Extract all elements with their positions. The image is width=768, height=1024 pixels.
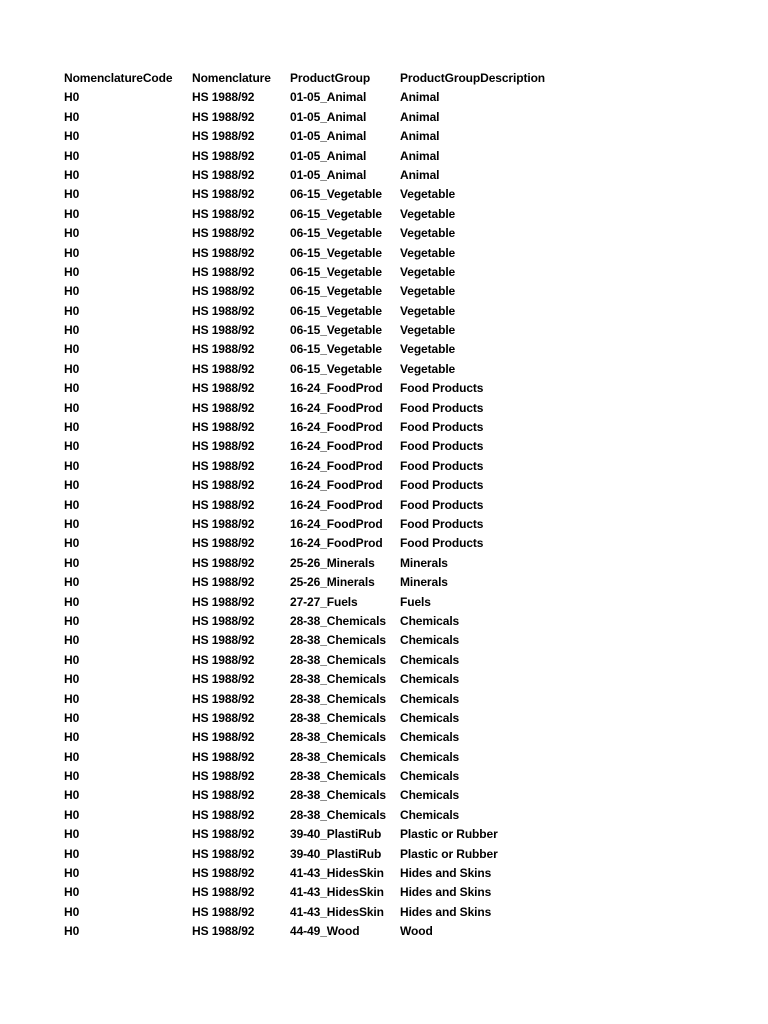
cell-nomenclature: HS 1988/92 bbox=[192, 652, 255, 667]
cell-nomenclature-code: H0 bbox=[64, 478, 80, 493]
table-row bbox=[64, 670, 600, 689]
cell-product-group-description: Vegetable bbox=[400, 264, 456, 279]
cell-nomenclature: HS 1988/92 bbox=[192, 342, 255, 357]
table-row bbox=[64, 147, 600, 166]
table-row bbox=[64, 418, 600, 437]
header-product-group-description: ProductGroupDescription bbox=[400, 71, 546, 85]
cell-nomenclature: HS 1988/92 bbox=[192, 672, 255, 687]
cell-nomenclature-code: H0 bbox=[64, 866, 80, 881]
table-row bbox=[64, 748, 600, 767]
cell-product-group: 06-15_Vegetable bbox=[290, 342, 382, 357]
cell-product-group: 25-26_Minerals bbox=[290, 575, 375, 590]
cell-product-group: 28-38_Chemicals bbox=[290, 807, 386, 822]
cell-nomenclature: HS 1988/92 bbox=[192, 730, 255, 745]
table-row bbox=[64, 593, 600, 612]
table-row bbox=[64, 709, 600, 728]
cell-product-group: 01-05_Animal bbox=[290, 129, 367, 144]
table-row bbox=[64, 205, 600, 224]
cell-product-group-description: Plastic or Rubber bbox=[400, 846, 498, 861]
cell-nomenclature-code: H0 bbox=[64, 420, 80, 435]
table-row bbox=[64, 476, 600, 495]
cell-product-group-description: Chemicals bbox=[400, 691, 460, 706]
table-row bbox=[64, 437, 600, 456]
table-row bbox=[64, 864, 600, 883]
table-row bbox=[64, 302, 600, 321]
cell-nomenclature-code: H0 bbox=[64, 109, 80, 124]
cell-product-group-description: Chemicals bbox=[400, 613, 460, 628]
table-header-row bbox=[64, 69, 600, 88]
cell-product-group-description: Hides and Skins bbox=[400, 885, 492, 900]
cell-nomenclature-code: H0 bbox=[64, 769, 80, 784]
cell-nomenclature-code: H0 bbox=[64, 284, 80, 299]
table-row bbox=[64, 360, 600, 379]
cell-product-group: 06-15_Vegetable bbox=[290, 323, 382, 338]
cell-product-group: 06-15_Vegetable bbox=[290, 187, 382, 202]
cell-nomenclature: HS 1988/92 bbox=[192, 866, 255, 881]
cell-nomenclature: HS 1988/92 bbox=[192, 109, 255, 124]
cell-nomenclature-code: H0 bbox=[64, 807, 80, 822]
table-row bbox=[64, 573, 600, 592]
cell-product-group: 01-05_Animal bbox=[290, 148, 367, 163]
cell-product-group-description: Chemicals bbox=[400, 633, 460, 648]
cell-product-group: 16-24_FoodProd bbox=[290, 516, 383, 531]
table-row bbox=[64, 340, 600, 359]
data-table bbox=[64, 69, 600, 942]
cell-product-group: 41-43_HidesSkin bbox=[290, 885, 384, 900]
cell-product-group-description: Animal bbox=[400, 109, 440, 124]
cell-nomenclature-code: H0 bbox=[64, 381, 80, 396]
cell-product-group-description: Minerals bbox=[400, 555, 448, 570]
cell-product-group: 16-24_FoodProd bbox=[290, 478, 383, 493]
cell-product-group: 06-15_Vegetable bbox=[290, 264, 382, 279]
cell-product-group-description: Hides and Skins bbox=[400, 904, 492, 919]
cell-nomenclature-code: H0 bbox=[64, 226, 80, 241]
cell-nomenclature: HS 1988/92 bbox=[192, 458, 255, 473]
cell-nomenclature: HS 1988/92 bbox=[192, 827, 255, 842]
cell-nomenclature-code: H0 bbox=[64, 90, 80, 105]
cell-product-group-description: Food Products bbox=[400, 516, 484, 531]
cell-product-group-description: Chemicals bbox=[400, 652, 460, 667]
table-row bbox=[64, 767, 600, 786]
cell-nomenclature-code: H0 bbox=[64, 342, 80, 357]
table-row bbox=[64, 224, 600, 243]
table-row bbox=[64, 922, 600, 941]
cell-product-group: 16-24_FoodProd bbox=[290, 458, 383, 473]
cell-product-group: 28-38_Chemicals bbox=[290, 672, 386, 687]
cell-nomenclature: HS 1988/92 bbox=[192, 613, 255, 628]
cell-product-group: 28-38_Chemicals bbox=[290, 691, 386, 706]
cell-product-group: 25-26_Minerals bbox=[290, 555, 375, 570]
cell-nomenclature: HS 1988/92 bbox=[192, 420, 255, 435]
table-row bbox=[64, 88, 600, 107]
cell-nomenclature: HS 1988/92 bbox=[192, 575, 255, 590]
cell-product-group: 28-38_Chemicals bbox=[290, 652, 386, 667]
cell-nomenclature: HS 1988/92 bbox=[192, 594, 255, 609]
cell-nomenclature-code: H0 bbox=[64, 303, 80, 318]
cell-product-group-description: Vegetable bbox=[400, 187, 456, 202]
cell-product-group-description: Wood bbox=[400, 924, 433, 939]
cell-product-group-description: Vegetable bbox=[400, 245, 456, 260]
cell-nomenclature-code: H0 bbox=[64, 691, 80, 706]
cell-nomenclature-code: H0 bbox=[64, 633, 80, 648]
cell-product-group-description: Animal bbox=[400, 167, 440, 182]
cell-nomenclature: HS 1988/92 bbox=[192, 924, 255, 939]
cell-nomenclature-code: H0 bbox=[64, 827, 80, 842]
cell-product-group-description: Vegetable bbox=[400, 303, 456, 318]
table-row bbox=[64, 321, 600, 340]
header-product-group: ProductGroup bbox=[290, 71, 371, 85]
cell-nomenclature: HS 1988/92 bbox=[192, 749, 255, 764]
table-row bbox=[64, 166, 600, 185]
cell-nomenclature: HS 1988/92 bbox=[192, 381, 255, 396]
cell-product-group-description: Vegetable bbox=[400, 284, 456, 299]
cell-nomenclature-code: H0 bbox=[64, 710, 80, 725]
cell-product-group-description: Food Products bbox=[400, 420, 484, 435]
cell-product-group-description: Chemicals bbox=[400, 769, 460, 784]
cell-product-group-description: Vegetable bbox=[400, 361, 456, 376]
cell-product-group-description: Vegetable bbox=[400, 342, 456, 357]
cell-product-group-description: Food Products bbox=[400, 439, 484, 454]
cell-product-group: 44-49_Wood bbox=[290, 924, 360, 939]
cell-product-group-description: Food Products bbox=[400, 458, 484, 473]
cell-product-group-description: Food Products bbox=[400, 497, 484, 512]
table-row bbox=[64, 690, 600, 709]
cell-nomenclature-code: H0 bbox=[64, 575, 80, 590]
cell-product-group-description: Vegetable bbox=[400, 226, 456, 241]
table-row bbox=[64, 806, 600, 825]
cell-nomenclature-code: H0 bbox=[64, 206, 80, 221]
cell-nomenclature: HS 1988/92 bbox=[192, 303, 255, 318]
cell-product-group: 16-24_FoodProd bbox=[290, 400, 383, 415]
cell-product-group: 28-38_Chemicals bbox=[290, 769, 386, 784]
cell-product-group-description: Hides and Skins bbox=[400, 866, 492, 881]
cell-product-group: 27-27_Fuels bbox=[290, 594, 358, 609]
cell-product-group: 28-38_Chemicals bbox=[290, 710, 386, 725]
cell-nomenclature-code: H0 bbox=[64, 148, 80, 163]
cell-product-group-description: Plastic or Rubber bbox=[400, 827, 498, 842]
header-nomenclature-code: NomenclatureCode bbox=[64, 71, 173, 85]
cell-product-group-description: Food Products bbox=[400, 536, 484, 551]
cell-nomenclature: HS 1988/92 bbox=[192, 264, 255, 279]
table-row bbox=[64, 728, 600, 747]
cell-nomenclature-code: H0 bbox=[64, 672, 80, 687]
cell-product-group: 16-24_FoodProd bbox=[290, 420, 383, 435]
table-row bbox=[64, 263, 600, 282]
header-nomenclature: Nomenclature bbox=[192, 71, 271, 85]
cell-product-group-description: Minerals bbox=[400, 575, 448, 590]
cell-nomenclature-code: H0 bbox=[64, 594, 80, 609]
cell-product-group-description: Chemicals bbox=[400, 710, 460, 725]
cell-nomenclature-code: H0 bbox=[64, 749, 80, 764]
cell-nomenclature-code: H0 bbox=[64, 924, 80, 939]
cell-product-group-description: Food Products bbox=[400, 478, 484, 493]
cell-nomenclature-code: H0 bbox=[64, 167, 80, 182]
cell-nomenclature: HS 1988/92 bbox=[192, 206, 255, 221]
cell-nomenclature: HS 1988/92 bbox=[192, 710, 255, 725]
cell-nomenclature: HS 1988/92 bbox=[192, 129, 255, 144]
table-row bbox=[64, 554, 600, 573]
table-row bbox=[64, 244, 600, 263]
table-row bbox=[64, 457, 600, 476]
cell-product-group: 16-24_FoodProd bbox=[290, 439, 383, 454]
cell-nomenclature-code: H0 bbox=[64, 730, 80, 745]
cell-product-group-description: Chemicals bbox=[400, 788, 460, 803]
cell-product-group: 41-43_HidesSkin bbox=[290, 866, 384, 881]
cell-nomenclature: HS 1988/92 bbox=[192, 885, 255, 900]
table-row bbox=[64, 379, 600, 398]
cell-nomenclature: HS 1988/92 bbox=[192, 323, 255, 338]
cell-nomenclature-code: H0 bbox=[64, 555, 80, 570]
cell-product-group: 06-15_Vegetable bbox=[290, 206, 382, 221]
cell-nomenclature-code: H0 bbox=[64, 129, 80, 144]
cell-nomenclature: HS 1988/92 bbox=[192, 439, 255, 454]
cell-product-group-description: Food Products bbox=[400, 400, 484, 415]
cell-product-group: 06-15_Vegetable bbox=[290, 245, 382, 260]
cell-nomenclature: HS 1988/92 bbox=[192, 633, 255, 648]
table-row bbox=[64, 825, 600, 844]
table-row bbox=[64, 651, 600, 670]
cell-nomenclature: HS 1988/92 bbox=[192, 226, 255, 241]
cell-product-group-description: Animal bbox=[400, 129, 440, 144]
cell-nomenclature-code: H0 bbox=[64, 187, 80, 202]
cell-nomenclature: HS 1988/92 bbox=[192, 400, 255, 415]
cell-nomenclature-code: H0 bbox=[64, 846, 80, 861]
cell-nomenclature-code: H0 bbox=[64, 516, 80, 531]
cell-nomenclature-code: H0 bbox=[64, 904, 80, 919]
cell-product-group-description: Vegetable bbox=[400, 323, 456, 338]
cell-product-group-description: Chemicals bbox=[400, 749, 460, 764]
cell-nomenclature: HS 1988/92 bbox=[192, 361, 255, 376]
cell-product-group: 16-24_FoodProd bbox=[290, 381, 383, 396]
cell-product-group-description: Chemicals bbox=[400, 807, 460, 822]
table-row bbox=[64, 127, 600, 146]
table-row bbox=[64, 496, 600, 515]
cell-nomenclature: HS 1988/92 bbox=[192, 691, 255, 706]
cell-nomenclature: HS 1988/92 bbox=[192, 846, 255, 861]
table-body bbox=[64, 88, 600, 941]
cell-nomenclature-code: H0 bbox=[64, 536, 80, 551]
cell-product-group: 01-05_Animal bbox=[290, 109, 367, 124]
cell-product-group: 16-24_FoodProd bbox=[290, 497, 383, 512]
cell-nomenclature: HS 1988/92 bbox=[192, 90, 255, 105]
cell-product-group: 41-43_HidesSkin bbox=[290, 904, 384, 919]
cell-nomenclature-code: H0 bbox=[64, 458, 80, 473]
table-row bbox=[64, 108, 600, 127]
table-row bbox=[64, 515, 600, 534]
table-row bbox=[64, 786, 600, 805]
cell-nomenclature: HS 1988/92 bbox=[192, 284, 255, 299]
cell-nomenclature: HS 1988/92 bbox=[192, 807, 255, 822]
cell-nomenclature: HS 1988/92 bbox=[192, 245, 255, 260]
cell-nomenclature-code: H0 bbox=[64, 400, 80, 415]
cell-nomenclature: HS 1988/92 bbox=[192, 904, 255, 919]
cell-nomenclature-code: H0 bbox=[64, 652, 80, 667]
cell-nomenclature-code: H0 bbox=[64, 439, 80, 454]
cell-nomenclature-code: H0 bbox=[64, 361, 80, 376]
table-row bbox=[64, 185, 600, 204]
cell-nomenclature: HS 1988/92 bbox=[192, 516, 255, 531]
table-row bbox=[64, 534, 600, 553]
cell-product-group: 06-15_Vegetable bbox=[290, 226, 382, 241]
cell-nomenclature: HS 1988/92 bbox=[192, 788, 255, 803]
cell-product-group-description: Animal bbox=[400, 90, 440, 105]
cell-nomenclature: HS 1988/92 bbox=[192, 536, 255, 551]
cell-nomenclature: HS 1988/92 bbox=[192, 555, 255, 570]
cell-product-group: 28-38_Chemicals bbox=[290, 633, 386, 648]
table-row bbox=[64, 399, 600, 418]
cell-product-group: 28-38_Chemicals bbox=[290, 788, 386, 803]
cell-product-group-description: Chemicals bbox=[400, 672, 460, 687]
cell-nomenclature-code: H0 bbox=[64, 613, 80, 628]
cell-nomenclature: HS 1988/92 bbox=[192, 148, 255, 163]
cell-product-group: 06-15_Vegetable bbox=[290, 361, 382, 376]
cell-product-group: 06-15_Vegetable bbox=[290, 284, 382, 299]
cell-product-group: 01-05_Animal bbox=[290, 90, 367, 105]
cell-nomenclature: HS 1988/92 bbox=[192, 497, 255, 512]
cell-product-group: 28-38_Chemicals bbox=[290, 749, 386, 764]
table-row bbox=[64, 631, 600, 650]
cell-product-group: 28-38_Chemicals bbox=[290, 613, 386, 628]
cell-nomenclature-code: H0 bbox=[64, 885, 80, 900]
table-row bbox=[64, 883, 600, 902]
cell-product-group-description: Vegetable bbox=[400, 206, 456, 221]
table-row bbox=[64, 903, 600, 922]
cell-nomenclature-code: H0 bbox=[64, 264, 80, 279]
cell-nomenclature-code: H0 bbox=[64, 497, 80, 512]
cell-product-group-description: Fuels bbox=[400, 594, 431, 609]
cell-product-group-description: Animal bbox=[400, 148, 440, 163]
cell-nomenclature-code: H0 bbox=[64, 323, 80, 338]
cell-nomenclature-code: H0 bbox=[64, 245, 80, 260]
cell-product-group: 28-38_Chemicals bbox=[290, 730, 386, 745]
cell-product-group-description: Food Products bbox=[400, 381, 484, 396]
cell-nomenclature: HS 1988/92 bbox=[192, 167, 255, 182]
cell-nomenclature: HS 1988/92 bbox=[192, 478, 255, 493]
table-row bbox=[64, 282, 600, 301]
cell-product-group: 01-05_Animal bbox=[290, 167, 367, 182]
cell-product-group: 06-15_Vegetable bbox=[290, 303, 382, 318]
cell-product-group-description: Chemicals bbox=[400, 730, 460, 745]
cell-product-group: 16-24_FoodProd bbox=[290, 536, 383, 551]
cell-product-group: 39-40_PlastiRub bbox=[290, 827, 382, 842]
table-row bbox=[64, 845, 600, 864]
cell-nomenclature: HS 1988/92 bbox=[192, 187, 255, 202]
cell-product-group: 39-40_PlastiRub bbox=[290, 846, 382, 861]
cell-nomenclature: HS 1988/92 bbox=[192, 769, 255, 784]
table-row bbox=[64, 612, 600, 631]
cell-nomenclature-code: H0 bbox=[64, 788, 80, 803]
